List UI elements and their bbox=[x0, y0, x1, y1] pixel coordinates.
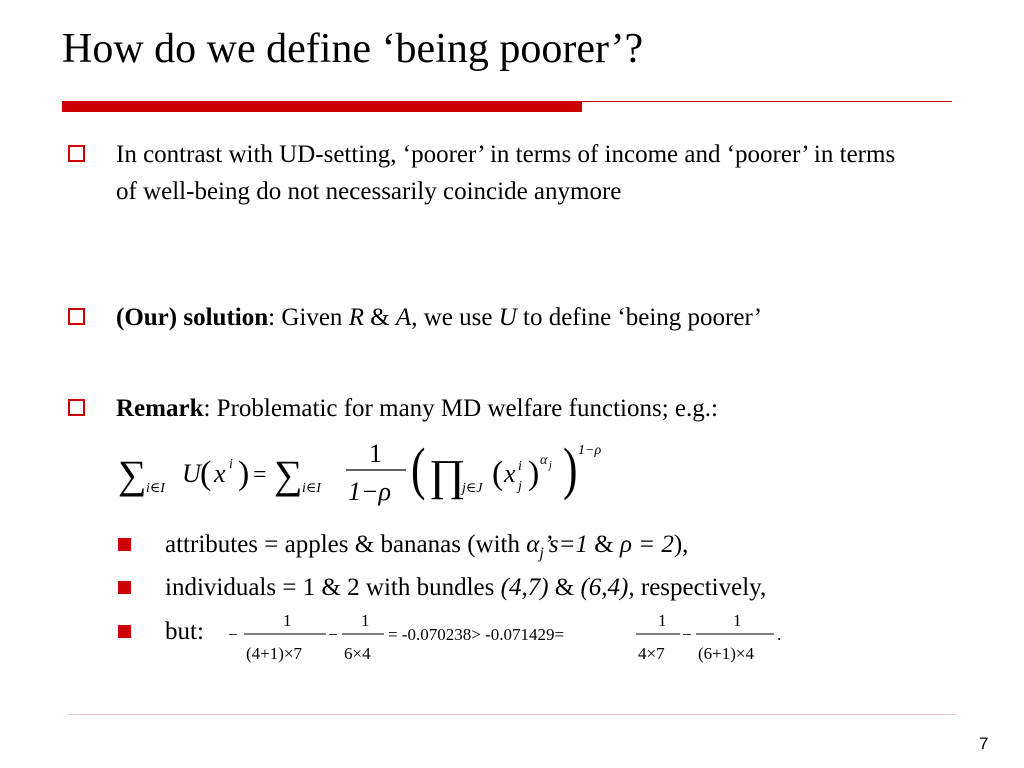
filled-square-bullet-icon bbox=[118, 581, 131, 594]
welfare-formula bbox=[116, 432, 636, 506]
filled-square-bullet-icon bbox=[118, 538, 131, 551]
sub-bullet-text: but: bbox=[165, 618, 204, 645]
svg-text:4×7: 4×7 bbox=[638, 644, 665, 663]
svg-text:(: ( bbox=[411, 437, 426, 502]
hollow-square-bullet-icon bbox=[68, 145, 85, 162]
svg-text:x: x bbox=[214, 459, 226, 488]
svg-text:1: 1 bbox=[733, 611, 742, 630]
page-number: 7 bbox=[979, 734, 989, 753]
svg-text:∑: ∑ bbox=[118, 452, 147, 497]
bullet-text: (Our) solution: Given R & A, we use U to define ‘being poorer’ bbox=[116, 304, 763, 331]
svg-text:x: x bbox=[504, 459, 516, 488]
svg-text:j: j bbox=[549, 460, 552, 471]
svg-text:=: = bbox=[253, 462, 267, 488]
svg-text:(4+1)×7: (4+1)×7 bbox=[246, 644, 302, 663]
svg-text:= -0.070238> -0.071429=: = -0.070238> -0.071429= bbox=[388, 625, 565, 644]
slide-title: How do we define ‘being poorer’? bbox=[62, 26, 644, 72]
svg-text:1: 1 bbox=[658, 611, 667, 630]
svg-text:∑: ∑ bbox=[274, 452, 303, 497]
bullet-contrast bbox=[68, 136, 908, 248]
sub-bullet-text: attributes = apples & bananas (with $\alpha_j’s=1$ & ρ = 2), bbox=[165, 531, 689, 562]
bullet-remark bbox=[68, 390, 908, 427]
hollow-square-bullet-icon bbox=[68, 308, 85, 325]
bullet-text: Remark: Problematic for many MD welfare functions; e.g.: bbox=[116, 395, 718, 422]
bullet-solution bbox=[68, 299, 908, 336]
svg-text:U: U bbox=[182, 459, 201, 488]
svg-text:(: ( bbox=[200, 455, 212, 492]
svg-text:(6+1)×4: (6+1)×4 bbox=[698, 644, 754, 663]
svg-text:6×4: 6×4 bbox=[344, 644, 371, 663]
title-underline-thick bbox=[62, 101, 582, 112]
counterexample-formula bbox=[228, 606, 788, 666]
svg-text:−: − bbox=[682, 625, 692, 644]
svg-text:): ) bbox=[528, 455, 540, 492]
bullet-text: In contrast with UD-setting, ‘poorer’ in terms of income and ‘poorer’ in terms of well-being do not necessarily coincide anymore bbox=[116, 141, 896, 205]
svg-text:−: − bbox=[328, 625, 338, 644]
svg-text:1: 1 bbox=[283, 611, 292, 630]
title-underline-thin bbox=[582, 101, 952, 102]
svg-text:i: i bbox=[518, 459, 522, 474]
svg-text:.: . bbox=[777, 625, 782, 644]
svg-text:∏: ∏ bbox=[429, 451, 466, 500]
svg-text:α: α bbox=[540, 453, 548, 468]
svg-text:): ) bbox=[238, 455, 250, 492]
sub-bullet-text: individuals = 1 & 2 with bundles (4,7) & (6,4), respectively, bbox=[165, 574, 767, 601]
svg-text:1−ρ: 1−ρ bbox=[578, 443, 602, 458]
footer-divider bbox=[68, 714, 956, 715]
svg-text:1: 1 bbox=[369, 439, 382, 468]
svg-text:1−ρ: 1−ρ bbox=[348, 477, 392, 506]
svg-text:i: i bbox=[229, 457, 233, 472]
svg-text:): ) bbox=[563, 437, 578, 502]
svg-text:−: − bbox=[228, 625, 238, 644]
filled-square-bullet-icon bbox=[118, 625, 131, 638]
svg-text:i∈I: i∈I bbox=[302, 481, 321, 496]
svg-text:j∈J: j∈J bbox=[462, 481, 483, 496]
hollow-square-bullet-icon bbox=[68, 399, 85, 416]
svg-text:1: 1 bbox=[361, 611, 370, 630]
svg-text:j: j bbox=[518, 479, 522, 494]
svg-text:(: ( bbox=[492, 455, 504, 492]
svg-text:i∈I: i∈I bbox=[146, 481, 165, 496]
